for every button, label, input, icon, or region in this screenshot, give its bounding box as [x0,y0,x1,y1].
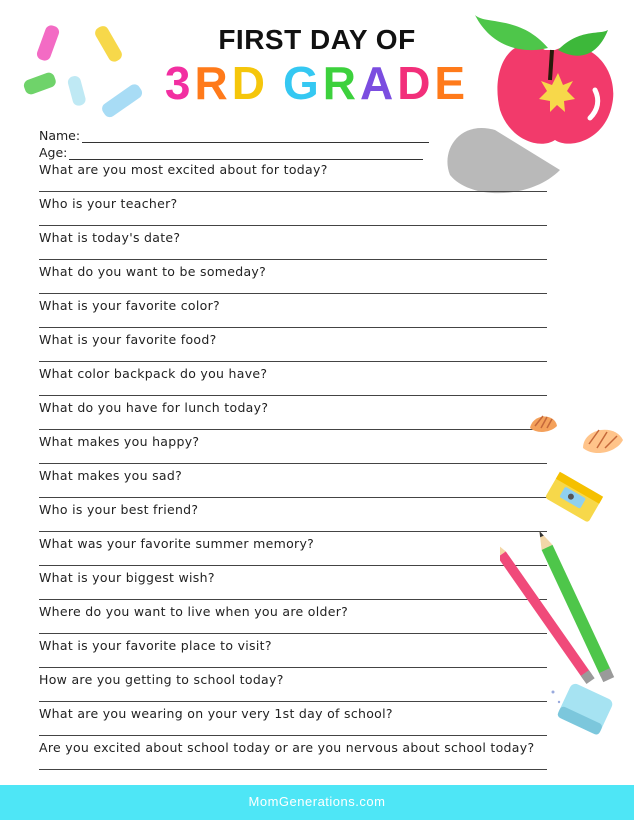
question-text: Who is your best friend? [39,502,199,517]
question-row [39,602,547,636]
question-text: What is your favorite food? [39,332,217,347]
question-text: What do you want to be someday? [39,264,267,279]
grade-letter: D [397,57,435,109]
question-text: What is today's date? [39,230,181,245]
question-row [39,670,547,704]
footer-site[interactable]: MomGenerations.com [248,794,386,809]
question-text: What is your favorite place to visit? [39,638,272,653]
grade-letter: A [359,57,398,109]
question-text: Who is your teacher? [39,196,178,211]
grade-letter: R [322,57,360,109]
question-text: What is your favorite color? [39,298,220,313]
grade-letter: G [282,57,323,109]
grade-letter: 3 [164,57,195,109]
question-row [39,568,547,602]
question-text: Are you excited about school today or are you nervous about school today? [39,740,535,755]
age-field [39,145,423,160]
answer-line[interactable] [39,191,547,192]
question-row [39,160,547,194]
question-row [39,228,547,262]
answer-line[interactable] [39,599,547,600]
question-text: What are you most excited about for today? [39,162,328,177]
question-row [39,330,547,364]
age-label: Age: [39,145,68,160]
answer-line[interactable] [39,633,547,634]
question-list [39,160,547,772]
grade-letter: E [434,57,470,109]
question-row [39,636,547,670]
answer-line[interactable] [39,361,547,362]
question-text: What is your biggest wish? [39,570,215,585]
question-row [39,262,547,296]
question-row [39,534,547,568]
question-row [39,432,547,466]
answer-line[interactable] [39,429,547,430]
name-field [39,128,429,143]
pencil-shaving-icon [525,408,625,468]
answer-line[interactable] [39,395,547,396]
question-text: What was your favorite summer memory? [39,536,315,551]
answer-line[interactable] [39,497,547,498]
grade-letter: R [194,57,232,109]
sharpener-icon [540,468,606,530]
answer-line[interactable] [39,565,547,566]
answer-line[interactable] [39,259,547,260]
answer-line[interactable] [39,667,547,668]
answer-line[interactable] [39,293,547,294]
question-row [39,738,547,772]
question-row [39,466,547,500]
question-text: How are you getting to school today? [39,672,284,687]
footer [0,785,634,820]
answer-line[interactable] [39,735,547,736]
answer-line[interactable] [39,463,547,464]
question-text: What makes you sad? [39,468,183,483]
name-line[interactable] [82,129,429,143]
answer-line[interactable] [39,769,547,770]
question-text: Where do you want to live when you are older? [39,604,349,619]
question-row [39,500,547,534]
answer-line[interactable] [39,225,547,226]
age-line[interactable] [69,146,423,160]
question-text: What makes you happy? [39,434,200,449]
answer-line[interactable] [39,531,547,532]
question-row [39,398,547,432]
name-label: Name: [39,128,81,143]
question-row [39,194,547,228]
question-text: What are you wearing on your very 1st day of school? [39,706,393,721]
title-first-day: FIRST DAY OF [218,24,416,55]
eraser-icon [545,672,625,752]
grade-letter: D [231,57,269,109]
question-text: What color backpack do you have? [39,366,268,381]
answer-line[interactable] [39,701,547,702]
question-row [39,296,547,330]
answer-line[interactable] [39,327,547,328]
title-grade [0,56,634,110]
question-text: What do you have for lunch today? [39,400,269,415]
question-row [39,364,547,398]
question-row [39,704,547,738]
